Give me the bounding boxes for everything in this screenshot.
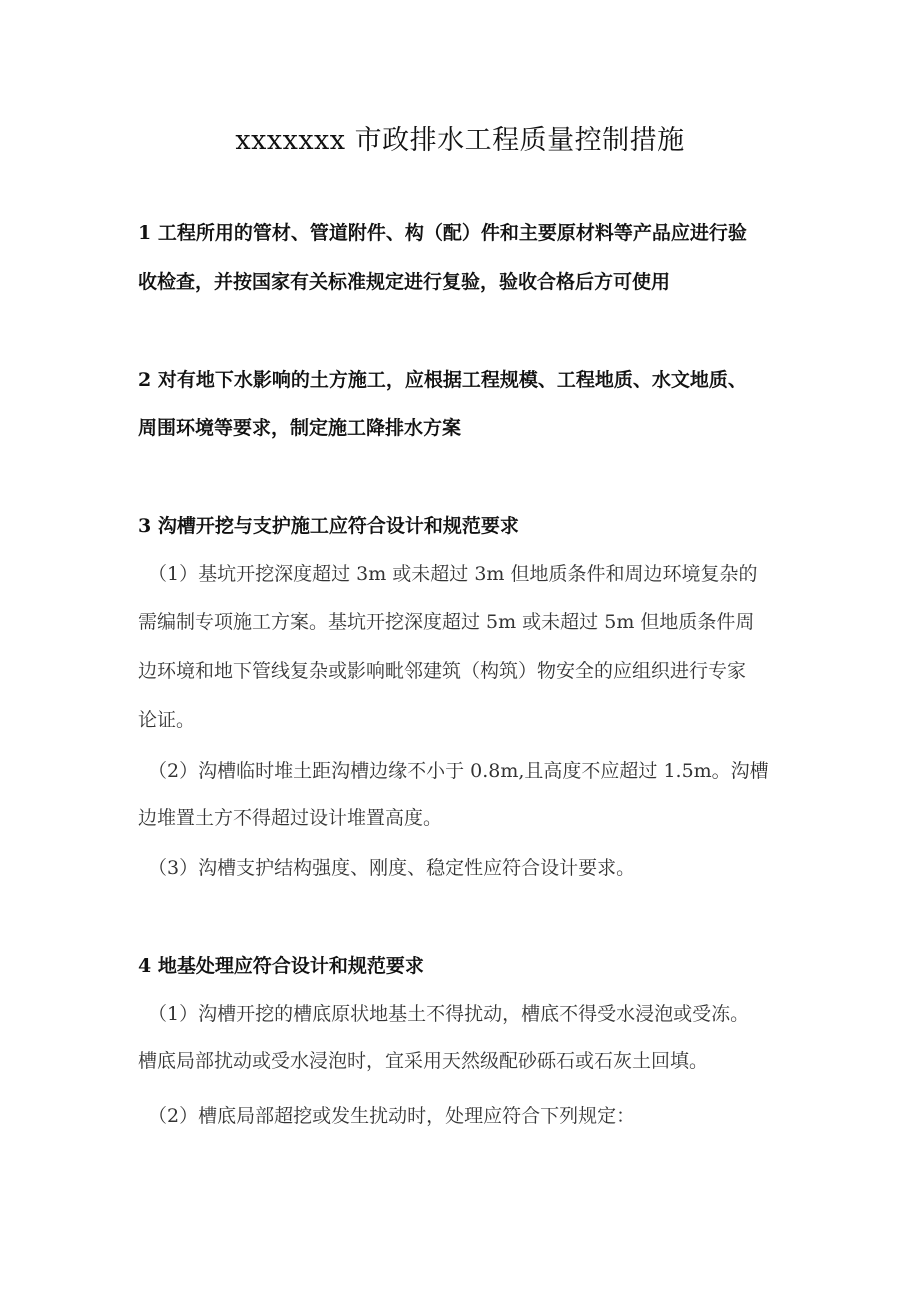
section-3-item-2-line-2: 边堆置土方不得超过设计堆置高度。 [138, 807, 443, 829]
section-4-item-1-line-1: （1）沟槽开挖的槽底原状地基土不得扰动，槽底不得受水浸泡或受冻。 [148, 1003, 750, 1025]
section-2-line-2: 周围环境等要求，制定施工降排水方案 [138, 417, 462, 439]
section-2-line-1: 2 对有地下水影响的土方施工，应根据工程规模、工程地质、水文地质、 [138, 369, 747, 391]
section-3-item-1-line-4: 论证。 [138, 709, 196, 731]
section-3-item-1-line-1: （1）基坑开挖深度超过 3m 或未超过 3m 但地质条件和周边环境复杂的 [148, 563, 758, 585]
section-3-item-2-line-1: （2）沟槽临时堆土距沟槽边缘不小于 0.8m,且高度不应超过 1.5m。沟槽 [148, 760, 769, 782]
section-4-item-1-line-2: 槽底局部扰动或受水浸泡时，宜采用天然级配砂砾石或石灰土回填。 [138, 1050, 709, 1072]
section-3-item-1-line-2: 需编制专项施工方案。基坑开挖深度超过 5m 或未超过 5m 但地质条件周 [138, 611, 755, 633]
section-3-heading: 3 沟槽开挖与支护施工应符合设计和规范要求 [138, 515, 519, 537]
section-4-item-2-line-1: （2）槽底局部超挖或发生扰动时，处理应符合下列规定： [148, 1105, 636, 1127]
document-title: xxxxxxx 市政排水工程质量控制措施 [235, 125, 685, 156]
section-3-item-3-line-1: （3）沟槽支护结构强度、刚度、稳定性应符合设计要求。 [148, 857, 636, 879]
section-4-heading: 4 地基处理应符合设计和规范要求 [138, 955, 424, 977]
section-1-line-1: 1 工程所用的管材、管道附件、构（配）件和主要原材料等产品应进行验 [138, 222, 747, 244]
section-1-line-2: 收检查，并按国家有关标准规定进行复验，验收合格后方可使用 [138, 271, 671, 293]
section-3-item-1-line-3: 边环境和地下管线复杂或影响毗邻建筑（构筑）物安全的应组织进行专家 [138, 660, 747, 682]
